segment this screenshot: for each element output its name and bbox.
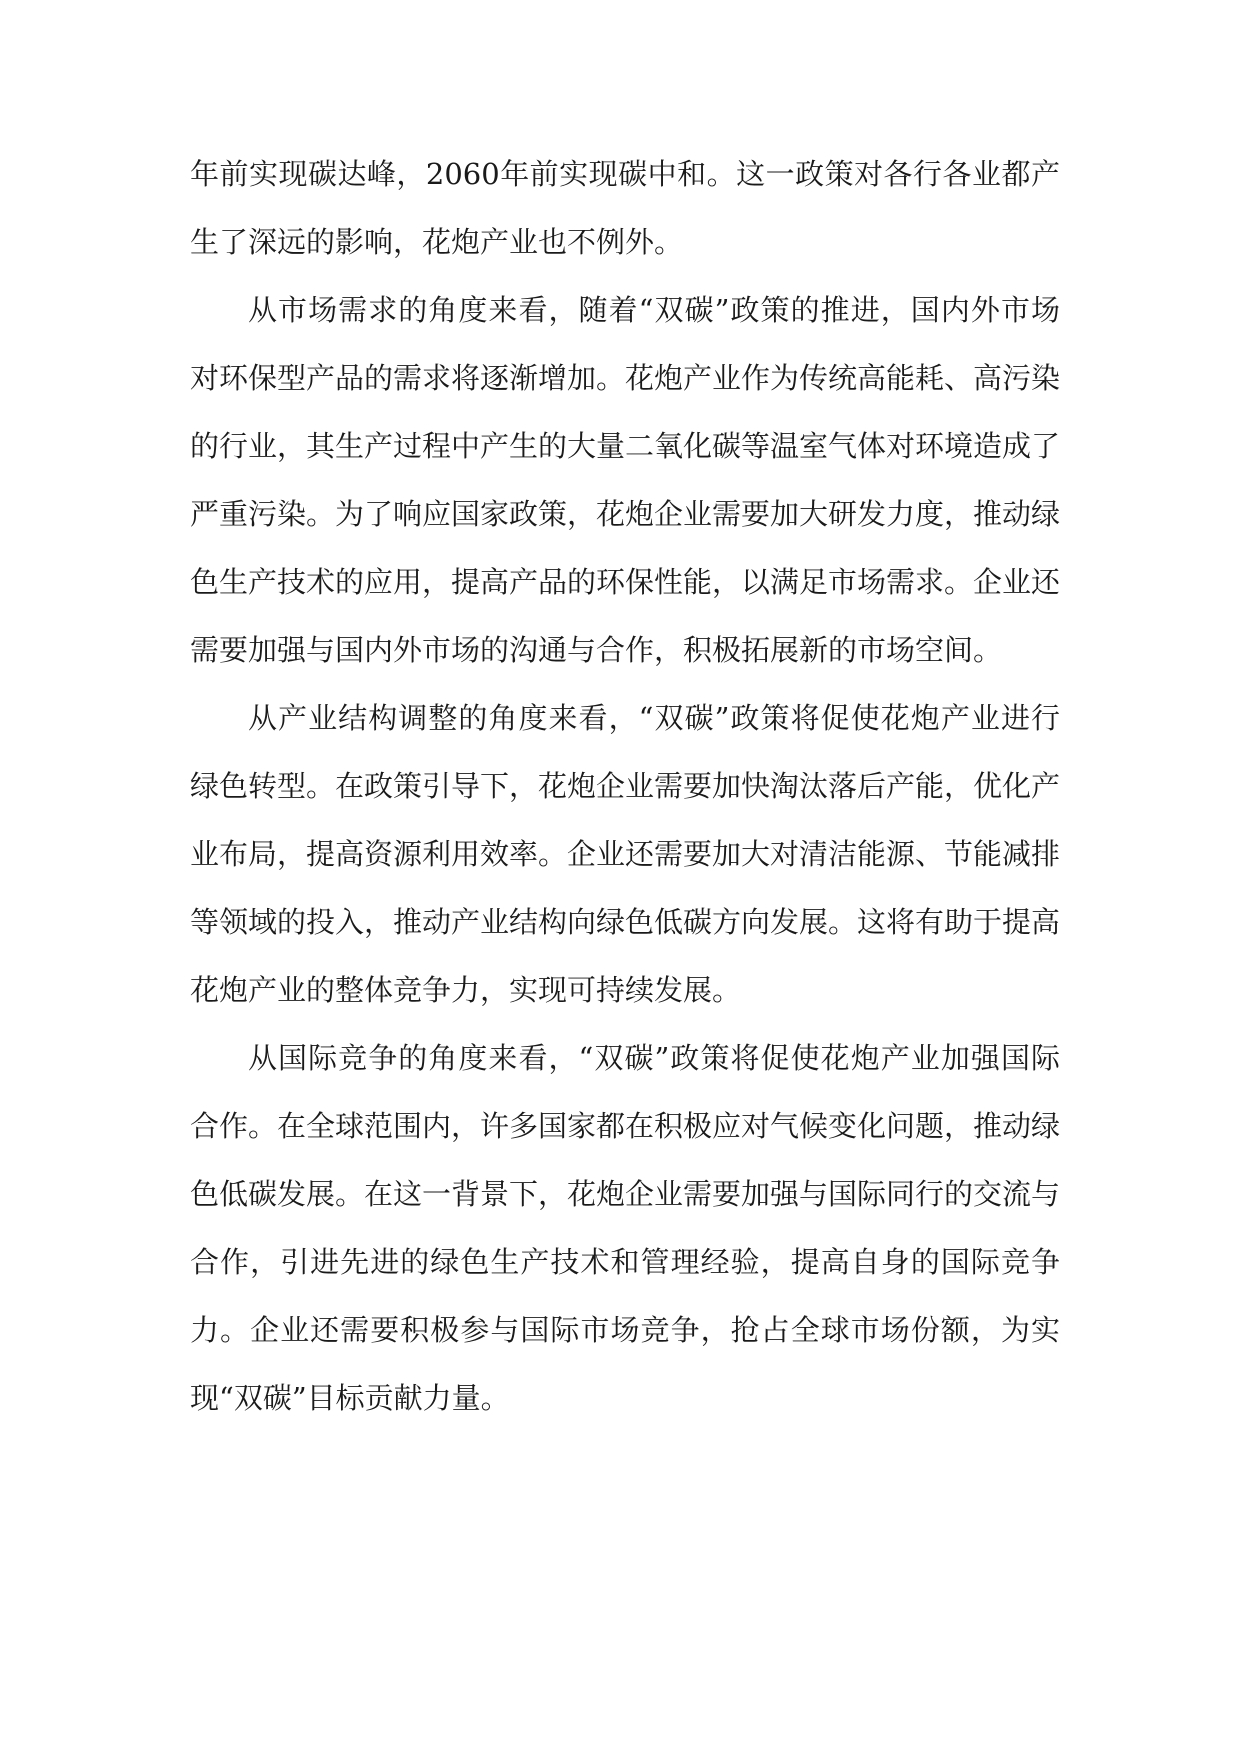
paragraph-industry-structure: 从产业结构调整的角度来看，“双碳”政策将促使花炮产业进行绿色转型。在政策引导下，花炮企业需要加快淘汰落后产能，优化产业布局，提高资源利用效率。企业还需要加大对清洁能源、节能减排等领域的投入，推动产业结构向绿色低碳方向发展。这将有助于提高花炮产业的整体竞争力，实现可持续发展。 — [190, 701, 1061, 1007]
paragraph-market-demand: 从市场需求的角度来看，随着“双碳”政策的推进，国内外市场对环保型产品的需求将逐渐增加。花炮产业作为传统高能耗、高污染的行业，其生产过程中产生的大量二氧化碳等温室气体对环境造成了严重污染。为了响应国家政策，花炮企业需要加大研发力度，推动绿色生产技术的应用，提高产品的环保性能，以满足市场需求。企业还需要加强与国内外市场的沟通与合作，积极拓展新的市场空间。 — [190, 293, 1061, 667]
body-text — [190, 140, 1060, 1432]
paragraph-continuation: 年前实现碳达峰，2060年前实现碳中和。这一政策对各行各业都产生了深远的影响，花炮产业也不例外。 — [190, 157, 1060, 259]
paragraph-international-competition: 从国际竞争的角度来看，“双碳”政策将促使花炮产业加强国际合作。在全球范围内，许多国家都在积极应对气候变化问题，推动绿色低碳发展。在这一背景下，花炮企业需要加强与国际同行的交流与合作，引进先进的绿色生产技术和管理经验，提高自身的国际竞争力。企业还需要积极参与国际市场竞争，抢占全球市场份额，为实现“双碳”目标贡献力量。 — [190, 1041, 1061, 1415]
